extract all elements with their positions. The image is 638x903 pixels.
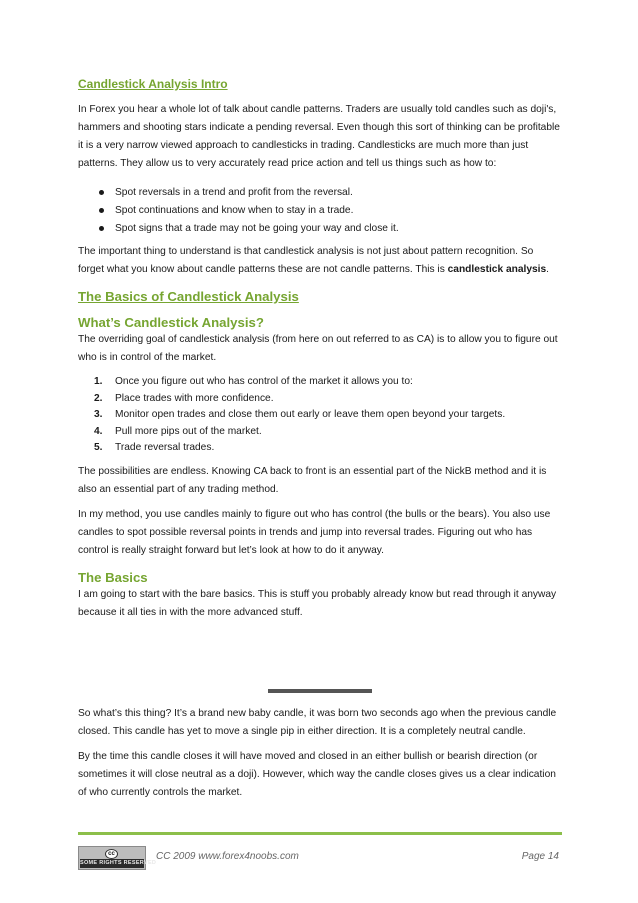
numbered-list	[78, 374, 562, 457]
item-text: Once you figure out who has control of the market it allows you to:	[115, 376, 413, 387]
footer-copyright: CC 2009 www.forex4noobs.com	[156, 851, 299, 862]
by-the-time-paragraph: By the time this candle closes it will have moved and closed in an either bullish or bearish direction (or sometimes it will close neutral as a doji). However, which way the candle closes gives us a clear indication of who currently controls the market.	[78, 751, 556, 798]
bullet-icon	[99, 190, 104, 195]
item-number: 4.	[94, 425, 103, 437]
bullet-text: Spot reversals in a trend and profit from the reversal.	[115, 187, 353, 198]
list-item	[78, 184, 562, 201]
bullet-text: Spot signs that a trade may not be going your way and close it.	[115, 223, 399, 234]
list-item	[78, 440, 562, 457]
item-text: Monitor open trades and close them out early or leave them open beyond your targets.	[115, 409, 506, 420]
item-text: Pull more pips out of the market.	[115, 425, 262, 437]
list-item	[78, 374, 562, 391]
item-text: Place trades with more confidence.	[115, 392, 274, 404]
item-number: 1.	[94, 376, 103, 387]
list-item	[78, 424, 562, 441]
cc-strip-label: SOME RIGHTS RESERVED	[80, 860, 157, 866]
item-number: 3.	[94, 409, 103, 420]
main-content	[78, 76, 562, 629]
list-item	[78, 220, 562, 237]
bullet-icon	[99, 208, 104, 213]
item-text: Trade reversal trades.	[115, 442, 215, 453]
important-text: The important thing to understand is that candlestick analysis is not just about pattern recognition. So forget what you know about candle patterns these are not candle patterns. This is	[78, 246, 534, 275]
bullet-text: Spot continuations and know when to stay in a trade.	[115, 205, 354, 216]
possibilities-paragraph: The possibilities are endless. Knowing CA back to front is an essential part of the NickB method and it is also an essential part of any trading method.	[78, 465, 547, 495]
footer-divider	[78, 832, 562, 835]
intro-bullet-list	[78, 184, 562, 237]
method-paragraph: In my method, you use candles mainly to figure out who has control (the bulls or the bears). You also use candles to spot possible reversal points in trends and jump into reversal trades. Figuring out who has control is really straight forward but let’s look at how to do it anyway.	[78, 508, 551, 556]
important-paragraph	[78, 243, 562, 279]
basics-paragraph: I am going to start with the bare basics. This is stuff you probably already know but read through it anyway because it all ties in with the more advanced stuff.	[78, 588, 557, 618]
whats-ca-heading: What’s Candlestick Analysis?	[78, 315, 264, 330]
important-bold: candlestick analysis	[447, 264, 547, 275]
intro-heading: Candlestick Analysis Intro	[78, 77, 228, 91]
so-whats-paragraph: So what’s this thing? It’s a brand new baby candle, it was born two seconds ago when the previous candle closed. This candle has yet to move a single pip in either direction. It is a completely neutral candle.	[78, 708, 557, 737]
basics-heading: The Basics	[78, 569, 148, 585]
item-number: 2.	[94, 392, 103, 404]
creative-commons-badge	[78, 846, 157, 870]
important-end: .	[546, 264, 550, 275]
neutral-candle-graphic	[268, 689, 372, 693]
list-item	[78, 407, 562, 424]
whats-ca-paragraph: The overriding goal of candlestick analysis (from here on out referred to as CA) is to allow you to figure out who is in control of the market.	[78, 334, 558, 363]
intro-paragraph: In Forex you hear a whole lot of talk about candle patterns. Traders are usually told candles such as doji's, hammers and shooting stars indicate a pending reversal. Even though this sort of thinking can be profitable it is a very narrow viewed approach to candlesticks in trading. Candlesticks are much more than just patterns. They allow us to very accurately read price action and tell us things such as how to:	[78, 104, 560, 169]
item-number: 5.	[94, 442, 103, 453]
page-number: Page 14	[521, 851, 559, 862]
list-item	[78, 202, 562, 219]
basics-of-ca-heading: The Basics of Candlestick Analysis	[78, 289, 299, 304]
cc-icon: cc	[105, 849, 118, 859]
lower-content	[78, 705, 562, 809]
list-item	[78, 391, 562, 408]
bullet-icon	[99, 226, 104, 231]
